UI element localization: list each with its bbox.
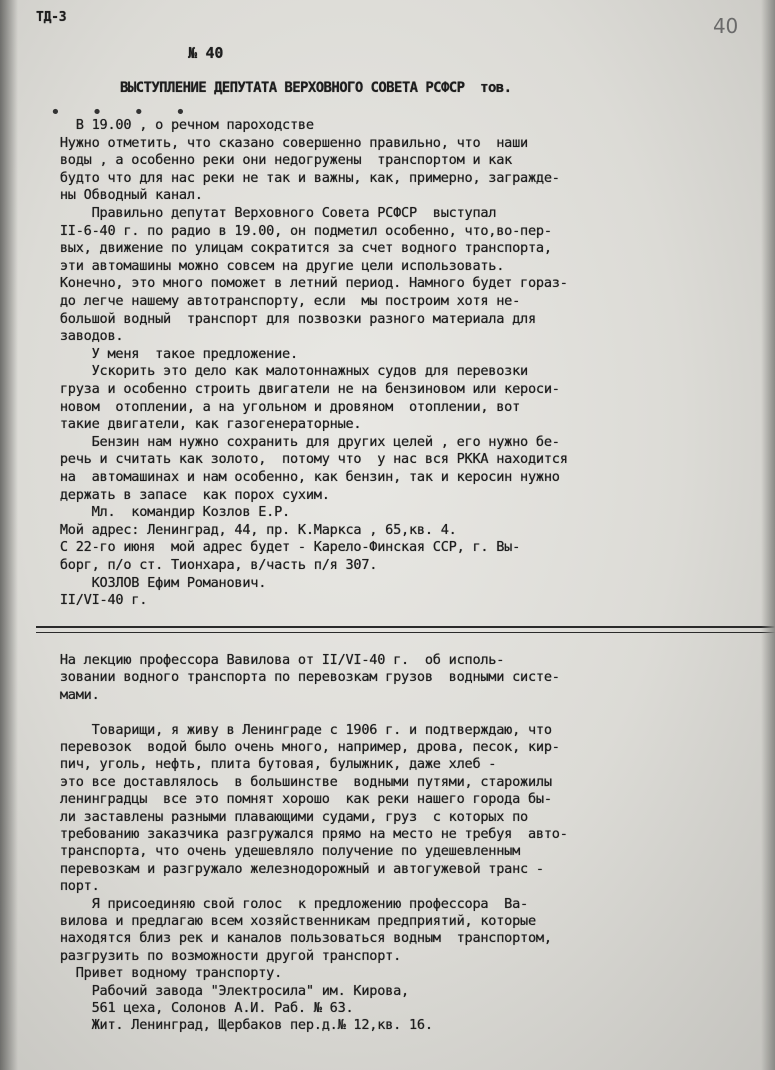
typed-line: На лекцию профессора Вавилова от II/VI-40 г. об исполь- [44,652,505,668]
typed-line: держать в запасе как порох сухим. [44,486,330,503]
typed-line: такие двигатели, как газогенераторные. [44,416,362,433]
decorative-dots: • • • • [50,102,196,123]
typed-line: Бензин нам нужно сохранить для других целей , его нужно бе- [44,433,560,450]
typed-line: речь и считать как золото, потому что у нас вся РККА находится [44,451,568,468]
typed-line: перевозок водой было очень много, например, дрова, песок, кир- [44,739,560,755]
typed-line: пич, уголь, нефть, плита бутовая, булыжник, даже хлеб - [44,756,497,773]
typed-line: перевозкам и разгружало железнодорожный и автогужевой транс - [44,860,544,877]
typed-line: транспорта, что очень удешевляло получение по удешевленным [44,843,521,860]
typed-line: зовании водного транспорта по перевозкам грузов водными систе- [44,669,560,686]
typed-line: заводов. [44,328,124,345]
typed-line: С 22-го июня мой адрес будет - Карело-Финская ССР, г. Вы- [44,539,521,556]
typed-line: порт. [44,878,100,895]
typed-line: Жит. Ленинград, Щербаков пер.д.№ 12,кв. 16. [44,1017,433,1034]
typed-line: ны Обводный канал. [44,187,203,204]
typed-line: Правильно депутат Верховного Совета РСФСР выступал [44,205,497,221]
typed-line: эти автомашины можно совсем на другие цели использовать. [44,257,505,274]
typed-line: Привет водному транспорту. [44,965,283,982]
typed-line: груза и особенно строить двигатели не на бензиновом или кероси- [44,381,560,397]
handwritten-page-number: 40 [713,14,738,38]
document-title: ВЫСТУПЛЕНИЕ ДЕПУТАТА ВЕРХОВНОГО СОВЕТА РСФСР тов. [120,80,512,96]
typed-line: В 19.00 , о речном пароходстве [44,117,314,133]
typed-line: на автомашинах и нам особенно, как бензин, так и керосин нужно [44,469,560,485]
typed-line: Я присоединяю свой голос к предложению профессора Ва- [44,895,528,912]
document-code: ТД-3 [36,10,67,25]
typed-line: воды , а особенно реки они недогружены транспортом и как [44,152,513,169]
document-number: № 40 [188,44,224,62]
typed-line: КОЗЛОВ Ефим Романович. [44,574,267,591]
typed-line: находятся близ рек и каналов пользоваться водным транспортом, [44,930,552,947]
typed-line: У меня такое предложение. [44,345,298,362]
typed-line: борг, п/о ст. Тионхара, в/часть п/я 307. [44,557,378,573]
typed-line: Рабочий завода "Электросила" им. Кирова, [44,982,409,999]
typed-line: требованию заказчика разгружался прямо на место не требуя авто- [44,826,568,842]
typed-line: новом отоплении, а на угольном и дровяном отоплении, вот [44,398,521,415]
typed-line: вых, движение по улицам сократится за счет водного транспорта, [44,240,552,257]
section-divider [36,626,775,633]
typed-line: Конечно, это много поможет в летний период. Намного будет гораз- [44,275,568,292]
typed-line: разгрузить по возможности другой транспорт. [44,947,402,964]
typed-line: ли заставлены разными плавающими судами, груз с которых по [44,808,528,825]
typed-line: II-6-40 г. по радио в 19.00, он подметил особенно, что,во-пер- [44,222,552,239]
typed-line: Мой адрес: Ленинград, 44, пр. К.Маркса , 65,кв. 4. [44,521,457,538]
typed-line: Нужно отметить, что сказано совершенно правильно, что наши [44,134,528,151]
typed-line: вилова и предлагаю всем хозяйственникам предприятий, которые [44,913,536,929]
typed-line: будто что для нас реки не так и важны, как, примерно, загражде- [44,169,560,186]
typed-line: II/VI-40 г. [44,592,148,609]
typed-line: это все доставлялось в большинстве водными путями, старожилы [44,773,552,790]
typed-line: ленинградцы все это помнят хорошо как реки нашего города бы- [44,791,552,808]
typed-line: Мл. командир Козлов Е.Р. [44,504,290,521]
typed-line: Товарищи, я живу в Ленинграде с 1906 г. и подтверждаю, что [44,721,552,738]
typed-line: 561 цеха, Солонов А.И. Раб. № 63. [44,1000,354,1016]
typed-line: большой водный транспорт для позвозки разного материала для [44,310,536,327]
typed-line: Ускорить это дело как малотоннажных судов для перевозки [44,363,528,380]
typed-line: мами. [44,686,100,703]
typed-line: до легче нашему автотранспорту, если мы построим хотя не- [44,293,521,309]
